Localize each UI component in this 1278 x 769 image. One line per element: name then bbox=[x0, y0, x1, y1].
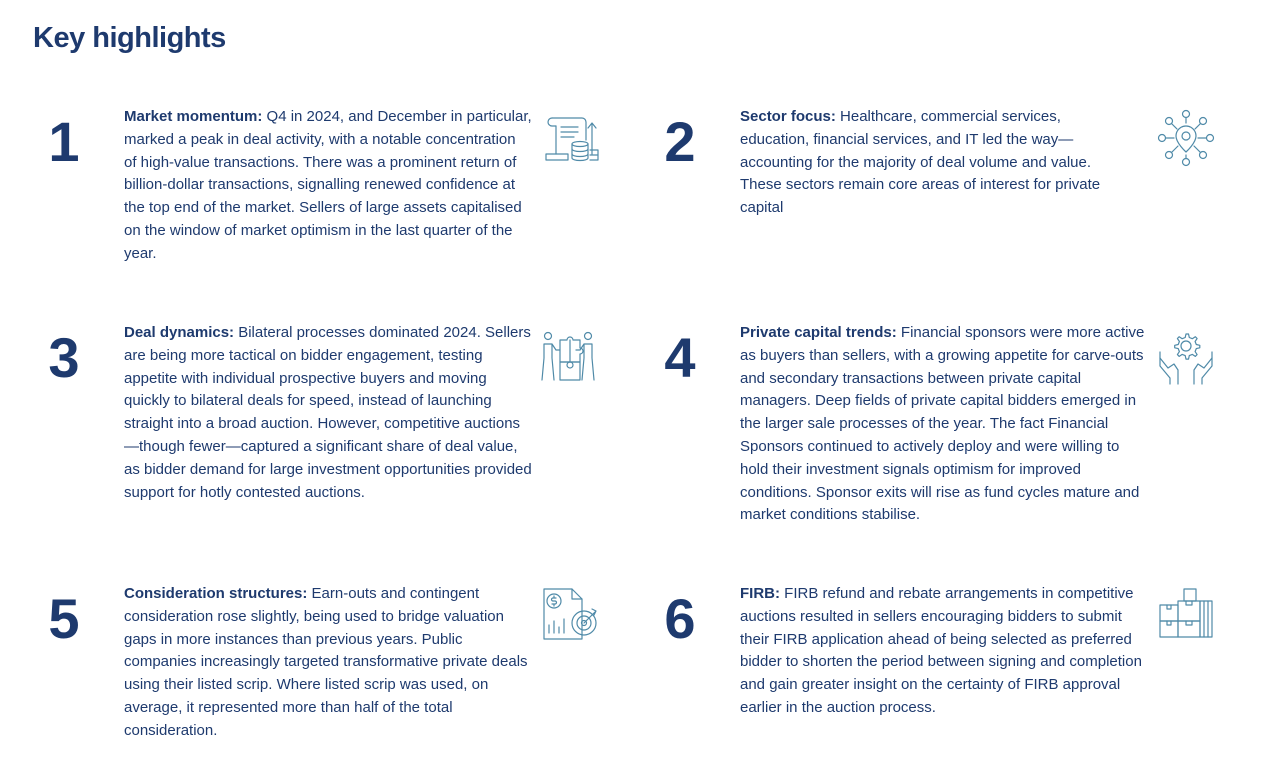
location-network-icon bbox=[1156, 108, 1216, 168]
highlight-item-6 bbox=[650, 583, 1230, 753]
highlight-number: 6 bbox=[664, 587, 696, 650]
highlight-text bbox=[124, 583, 534, 743]
stacked-boxes-icon bbox=[1156, 587, 1216, 647]
highlight-text bbox=[124, 106, 532, 266]
highlight-number: 1 bbox=[48, 110, 80, 173]
highlight-body: Bilateral processes dominated 2024. Sellers are being more tactical on bidder engagement, testing appetite with individual prospective buyers and moving quickly to bilateral deals for speed, instead of launching straight into a broad auction. However, competitive auctions—though fewer—captured a significant share of deal value, as bidder demand for large investment opportunities provided support for hotly contested auctions. bbox=[124, 324, 532, 501]
highlight-text bbox=[740, 322, 1150, 527]
highlight-body: Healthcare, commercial services, education, financial services, and IT led the way—accounting for the majority of deal volume and value. These sectors remain core areas of interest for private capital bbox=[740, 108, 1101, 217]
highlight-heading: Sector focus: bbox=[740, 108, 836, 125]
puzzle-people-icon bbox=[538, 326, 598, 386]
highlight-body: FIRB refund and rebate arrangements in competitive auctions resulted in sellers encouraging bidders to submit their FIRB application ahead of being selected as preferred bidder to shorten the period between signing and completion and gain greater insight on the certainty of FIRB approval earlier in the auction process. bbox=[740, 585, 1142, 716]
report-target-icon bbox=[540, 585, 600, 645]
highlight-text bbox=[740, 106, 1130, 220]
highlight-heading: Private capital trends: bbox=[740, 324, 897, 341]
page-title: Key highlights bbox=[33, 22, 226, 54]
highlight-heading: Market momentum: bbox=[124, 108, 263, 125]
document-coins-icon bbox=[542, 110, 602, 170]
highlight-item-4 bbox=[650, 322, 1230, 532]
highlight-item-5 bbox=[34, 583, 614, 753]
highlight-body: Financial sponsors were more active as buyers than sellers, with a growing appetite for carve-outs and secondary transactions between private capital managers. Deep fields of private capital bidders emerged in the larger sale processes of the year. The fact Financial Sponsors continued to actively deploy and were willing to hold their investment signals optimism for improved conditions. Sponsor exits will rise as fund cycles mature and market conditions stabilise. bbox=[740, 324, 1145, 524]
highlight-number: 2 bbox=[664, 110, 696, 173]
highlight-text bbox=[740, 583, 1150, 720]
highlight-item-3 bbox=[34, 322, 614, 532]
highlight-item-1 bbox=[34, 106, 614, 276]
highlight-heading: Consideration structures: bbox=[124, 585, 308, 602]
highlight-text bbox=[124, 322, 534, 504]
highlight-number: 3 bbox=[48, 326, 80, 389]
highlight-number: 5 bbox=[48, 587, 80, 650]
highlight-heading: Deal dynamics: bbox=[124, 324, 235, 341]
highlight-body: Q4 in 2024, and December in particular, marked a peak in deal activity, with a notable concentration of high-value transactions. There was a prominent return of billion-dollar transactions, signalling renewed confidence at the top end of the market. Sellers of large assets capitalised on the window of market optimism in the last quarter of the year. bbox=[124, 108, 532, 262]
highlight-heading: FIRB: bbox=[740, 585, 780, 602]
highlight-item-2 bbox=[650, 106, 1230, 236]
highlight-body: Earn-outs and contingent consideration rose slightly, being used to bridge valuation gaps in more instances than previous years. Public companies increasingly targeted transformative private deals using their listed scrip. Where listed scrip was used, on average, it represented more than half of the total consideration. bbox=[124, 585, 528, 739]
highlight-number: 4 bbox=[664, 326, 696, 389]
hands-gear-icon bbox=[1156, 328, 1216, 388]
